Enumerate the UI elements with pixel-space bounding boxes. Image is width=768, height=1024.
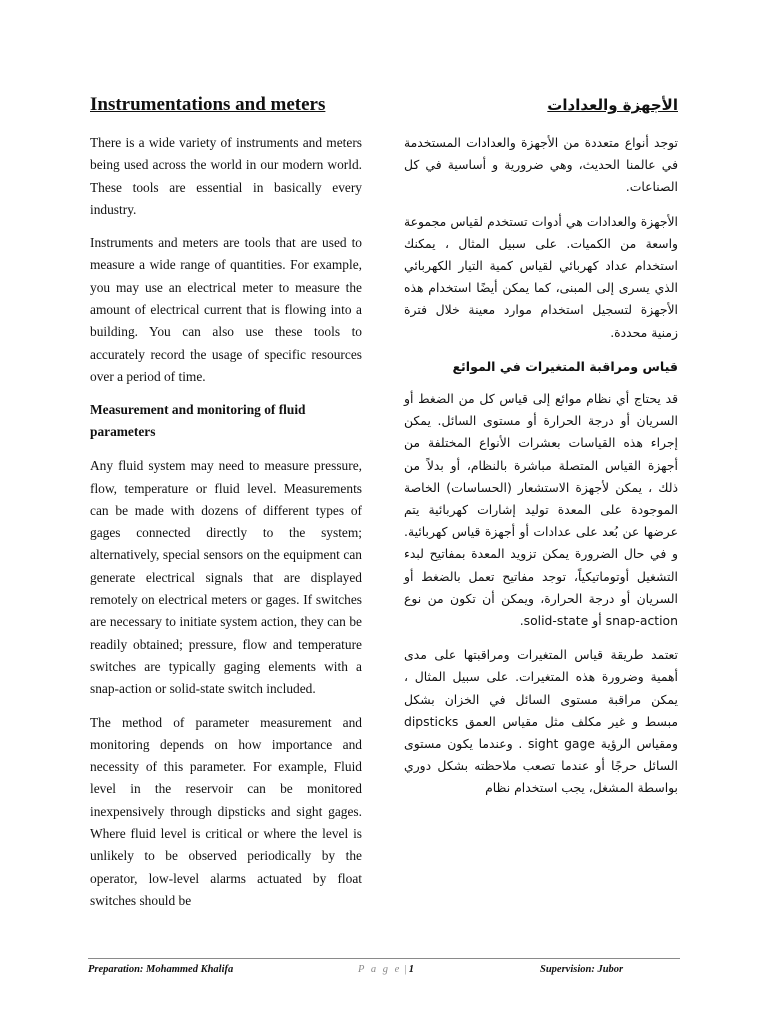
footer-supervision: Supervision: Jubor	[540, 964, 624, 975]
footer-page-number	[358, 964, 414, 975]
page-footer	[0, 940, 768, 1000]
arabic-paragraph-2: الأجهزة والعدادات هي أدوات تستخدم لقياس مجموعة واسعة من الكميات. على سبيل المثال ، يمكنك استخدام عداد كهربائي لقياس كمية التيار الكهربائي الذي يسرى إلى المبنى، كما يمكن أيضًا استخدام هذه الأجهزة لتسجيل استخدام موارد معينة خلال فترة زمنية محددة.	[404, 213, 678, 340]
english-paragraph-1: There is a wide variety of instruments and meters being used across the world in our modern world. These tools are essential in basically every industry.	[90, 135, 362, 217]
page-separator: |	[403, 964, 409, 975]
english-column	[90, 92, 362, 923]
arabic-section-heading: قياس ومراقبة المتغيرات في الموائع	[452, 358, 678, 374]
page-number: 1	[408, 964, 415, 975]
english-paragraph-3: Any fluid system may need to measure pressure, flow, temperature or fluid level. Measurements can be made with dozens of different types of gages connected directly to the system; alternatively, special sensors on the equipment can generate electrical signals that are displayed remotely on electrical meters or gages. If switches are necessary to initiate system action, they can be readily obtained; pressure, flow and temperature switches are typically gaging elements with a snap-action or solid-state switch included.	[90, 458, 362, 697]
footer-divider	[88, 958, 680, 959]
english-section-heading: Measurement and monitoring of fluid parameters	[90, 402, 306, 440]
arabic-title: الأجهزة والعدادات	[547, 96, 678, 114]
english-paragraph-2: Instruments and meters are tools that are used to measure a wide range of quantities. For example, you may use an electrical meter to measure the amount of electrical current that is flowing into a building. You can also use these tools to accurately record the usage of specific resources over a period of time.	[90, 235, 362, 384]
english-paragraph-4: The method of parameter measurement and monitoring depends on how importance and necessity of this parameter. For example, Fluid level in the reservoir can be monitored inexpensively through dipsticks and sight gages. Where fluid level is critical or where the level is unlikely to be observed periodically by the operator, low-level alarms actuated by float switches should be	[90, 714, 362, 908]
arabic-paragraph-4: تعتمد طريقة قياس المتغيرات ومراقبتها على مدى أهمية وضرورة هذه المتغيرات. على سبيل المثال ، يمكن مراقبة مستوى السائل في الخزان بشكل مبسط و غير مكلف مثل مقياس العمق dipsticks ومقياس الرؤية sight gage . وعندما يكون مستوى السائل حرجًا أو عندما تصعب ملاحظته بشكل دوري بواسطة المشغل، يجب استخدام نظام	[404, 647, 679, 796]
arabic-paragraph-1: توجد أنواع متعددة من الأجهزة والعدادات المستخدمة في عالمنا الحديث، وهي ضرورية و أساسية في كل الصناعات.	[404, 135, 678, 195]
arabic-column	[404, 92, 678, 812]
page-label: P a g e	[358, 964, 402, 975]
arabic-paragraph-3: قد يحتاج أي نظام موائع إلى قياس كل من الضغط أو السريان أو درجة الحرارة أو مستوى السائل. يمكن إجراء هذه القياسات بعشرات الأنواع المختلفة من أجهزة القياس المتصلة مباشرة بالنظام، أو بدلاً من ذلك ، يمكن لأجهزة الاستشعار (الحساسات) الخاصة الموجودة على المعدة توليد إشارات كهربائية يتم عرضها عن بُعد على عدادات أو أجهزة قياس كهربائية. و في حال الضرورة يمكن تزويد المعدة بمفاتيح لبدء التشغيل أوتوماتيكياً، توجد مفاتيح تعمل بالضغط أو السريان أو درجة الحرارة، ويمكن أن تكون من نوع snap-action أو solid-state.	[404, 391, 678, 629]
footer-preparation: Preparation: Mohammed Khalifa	[88, 964, 234, 975]
english-title: Instrumentations and meters	[90, 94, 326, 115]
